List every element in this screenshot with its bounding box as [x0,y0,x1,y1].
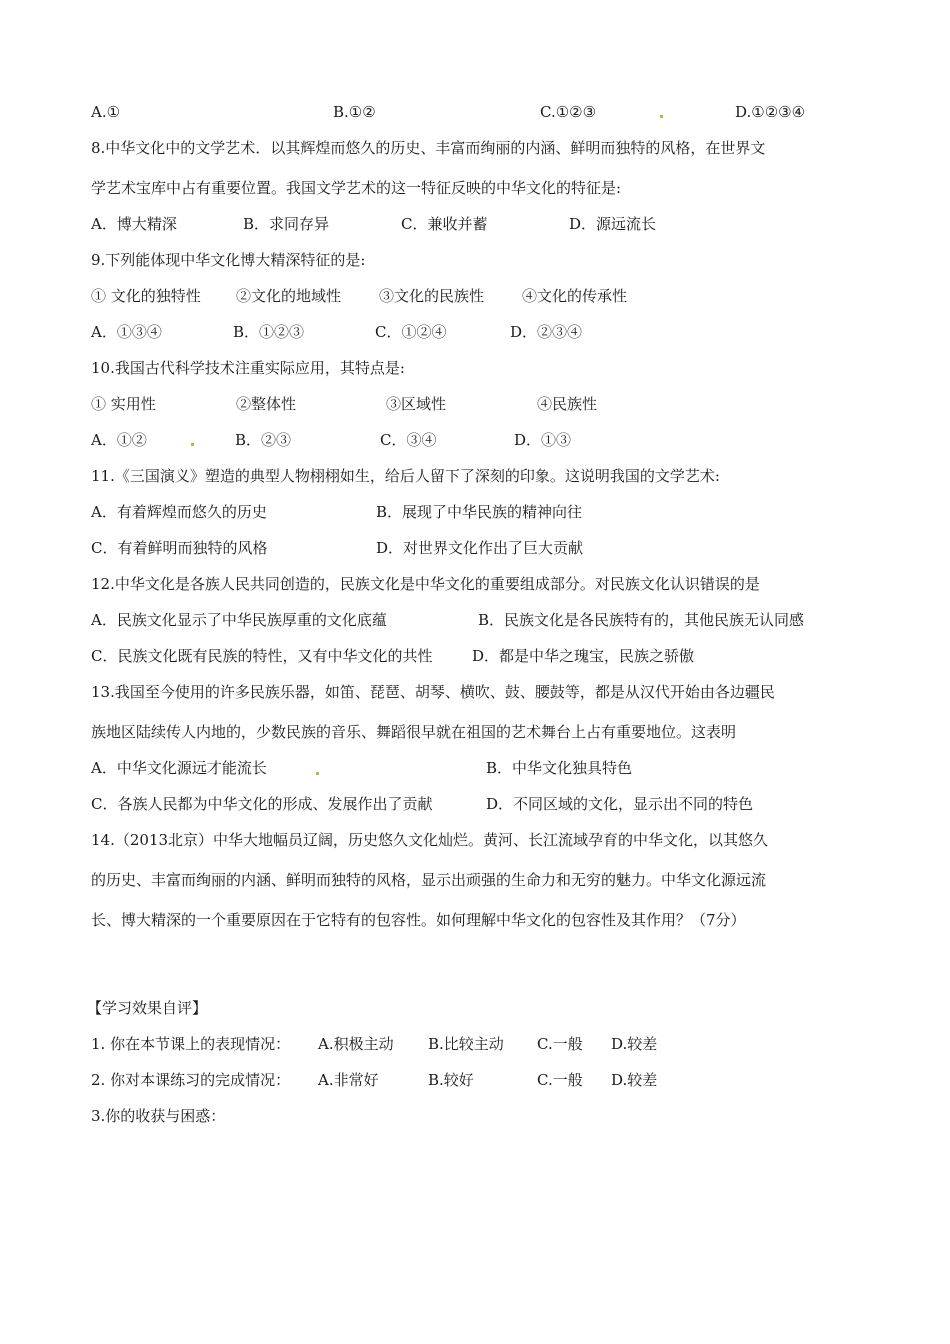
q11-option-a: A．有着辉煌而悠久的历史 [91,503,267,521]
self-eval-q2-prompt: 2. 你对本课练习的完成情况： [91,1071,291,1089]
q10-option-a: A．①② [91,431,147,449]
q8-stem-line1: 8.中华文化中的文学艺术．以其辉煌而悠久的历史、丰富而绚丽的内涵、鲜明而独特的风格，在世界文 [91,139,766,157]
q9-option-c: C．①②④ [375,323,447,341]
self-eval-q2-option-a: A.非常好 [318,1071,379,1089]
q8-option-b: B．求同存异 [243,215,330,233]
q9-item-4: ④文化的传承性 [522,287,628,305]
scan-speck [660,115,663,118]
self-eval-q3: 3.你的收获与困惑： [91,1107,226,1125]
q10-option-d: D．①③ [514,431,572,449]
q7-option-d: D.①②③④ [735,103,806,121]
self-eval-heading: 【学习效果自评】 [87,999,208,1017]
q12-option-d: D．都是中华之瑰宝，民族之骄傲 [472,647,695,665]
scan-speck [316,772,319,775]
q7-option-b: B.①② [333,103,376,121]
q12-option-c: C．民族文化既有民族的特性，又有中华文化的共性 [91,647,433,665]
q10-item-2: ②整体性 [236,395,297,413]
self-eval-q1-option-d: D.较差 [611,1035,658,1053]
q10-item-4: ④民族性 [537,395,598,413]
q10-option-b: B．②③ [235,431,292,449]
q8-option-c: C．兼收并蓄 [401,215,488,233]
q14-line1: 14.（2013北京）中华大地幅员辽阔，历史悠久文化灿烂。黄河、长江流域孕育的中华文化，以其悠久 [91,831,769,849]
self-eval-q1-option-c: C.一般 [537,1035,583,1053]
q11-stem: 11.《三国演义》塑造的典型人物栩栩如生，给后人留下了深刻的印象。这说明我国的文学艺术: [91,467,720,485]
q13-option-c: C．各族人民都为中华文化的形成、发展作出了贡献 [91,795,433,813]
q9-option-a: A．①③④ [91,323,162,341]
q12-option-a: A．民族文化显示了中华民族厚重的文化底蕴 [91,611,387,629]
q14-line2: 的历史、丰富而绚丽的内涵、鲜明而独特的风格，显示出顽强的生命力和无穷的魅力。中华文化源远流 [91,871,767,889]
q7-option-c: C.①②③ [540,103,597,121]
q9-option-d: D．②③④ [510,323,583,341]
q11-option-d: D．对世界文化作出了巨大贡献 [376,539,584,557]
q12-option-b: B．民族文化是各民族特有的，其他民族无认同感 [478,611,805,629]
q13-option-a: A．中华文化源远才能流长 [91,759,267,777]
q8-option-d: D．源远流长 [569,215,657,233]
q10-item-1: ① 实用性 [91,395,156,413]
q13-stem-line1: 13.我国至今使用的许多民族乐器，如笛、琵琶、胡琴、横吹、鼓、腰鼓等，都是从汉代开始由各边疆民 [91,683,775,701]
self-eval-q1-option-a: A.积极主动 [318,1035,394,1053]
q9-stem: 9.下列能体现中华文化博大精深特征的是: [91,251,366,269]
self-eval-q2-option-c: C.一般 [537,1071,583,1089]
q7-option-a: A.① [91,103,121,121]
q14-line3: 长、博大精深的一个重要原因在于它特有的包容性。如何理解中华文化的包容性及其作用？（7分） [91,911,746,929]
scan-speck [191,443,194,446]
q13-stem-line2: 族地区陆续传人内地的，少数民族的音乐、舞蹈很早就在祖国的艺术舞台上占有重要地位。这表明 [91,723,737,741]
q12-stem: 12.中华文化是各族人民共同创造的，民族文化是中华文化的重要组成部分。对民族文化认识错误的是 [91,575,760,593]
q11-option-b: B．展现了中华民族的精神向往 [376,503,583,521]
self-eval-q2-option-d: D.较差 [611,1071,658,1089]
self-eval-q2-option-b: B.较好 [428,1071,474,1089]
self-eval-q1-prompt: 1. 你在本节课上的表现情况： [91,1035,291,1053]
q8-option-a: A．博大精深 [91,215,177,233]
q10-item-3: ③区域性 [386,395,447,413]
q9-item-3: ③文化的民族性 [379,287,485,305]
q9-option-b: B．①②③ [233,323,305,341]
q13-option-b: B．中华文化独具特色 [486,759,633,777]
q11-option-c: C．有着鲜明而独特的风格 [91,539,268,557]
q8-stem-line2: 学艺术宝库中占有重要位置。我国文学艺术的这一特征反映的中华文化的特征是: [91,179,622,197]
q13-option-d: D．不同区域的文化，显示出不同的特色 [486,795,754,813]
self-eval-q1-option-b: B.比较主动 [428,1035,504,1053]
q10-option-c: C．③④ [380,431,437,449]
q9-item-1: ① 文化的独特性 [91,287,201,305]
q10-stem: 10.我国古代科学技术注重实际应用，其特点是: [91,359,405,377]
q9-item-2: ②文化的地域性 [236,287,342,305]
